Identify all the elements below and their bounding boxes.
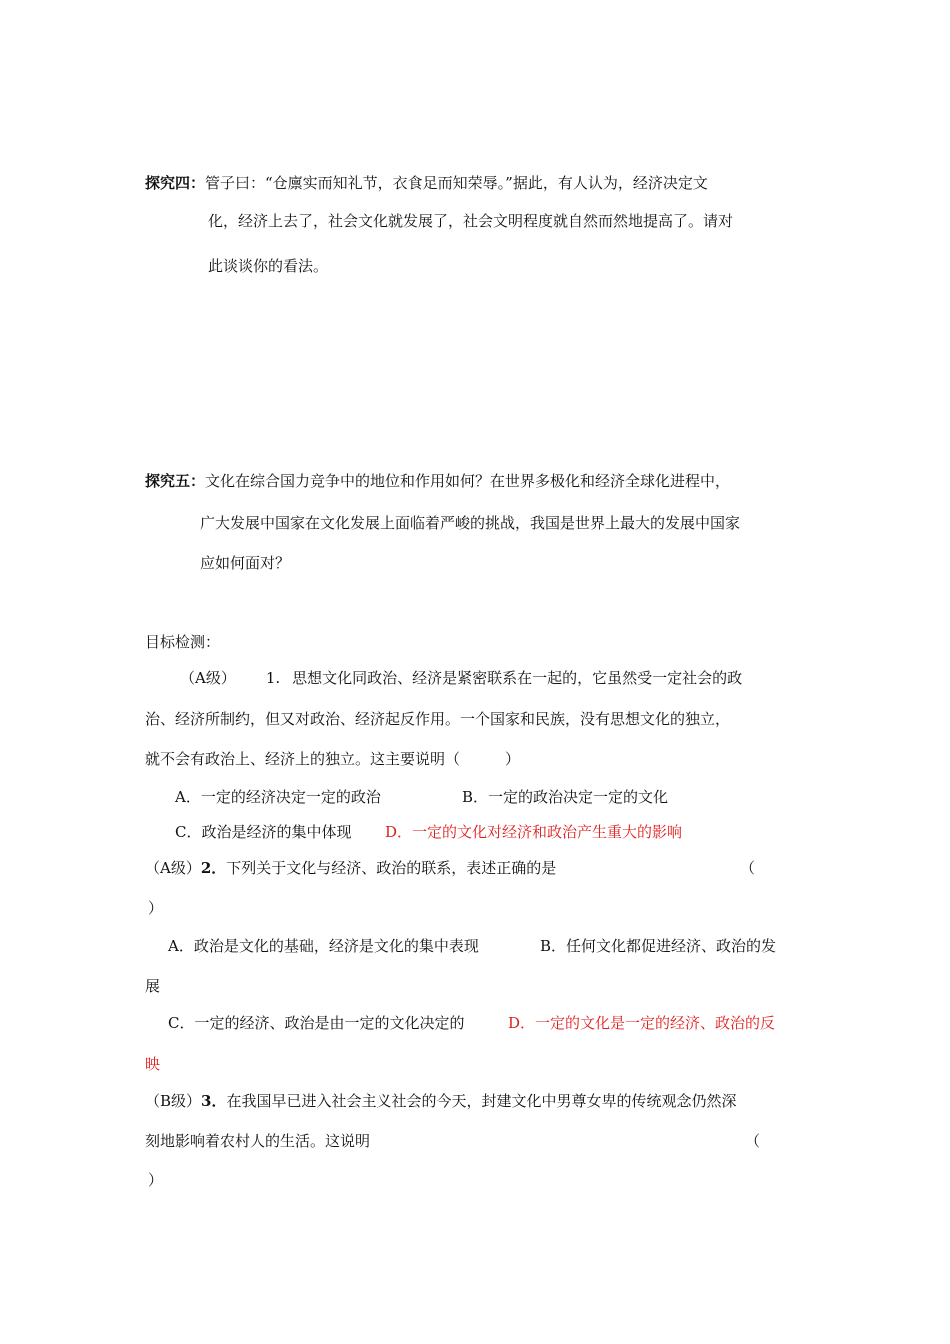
q2-option-c: C．一定的经济、政治是由一定的文化决定的 bbox=[168, 1014, 465, 1032]
q1-line2: 治、经济所制约，但又对政治、经济起反作用。一个国家和民族，没有思想文化的独立， bbox=[145, 710, 731, 728]
q1-option-a: A．一定的经济决定一定的政治 bbox=[175, 788, 381, 806]
q3-line1 bbox=[145, 1094, 736, 1109]
q1-line1 bbox=[180, 671, 742, 686]
q1-option-b: B．一定的政治决定一定的文化 bbox=[462, 788, 669, 806]
q2-line1 bbox=[145, 861, 556, 876]
inquiry5-line1 bbox=[145, 474, 730, 489]
inquiry5-text-1: 文化在综合国力竞争中的地位和作用如何？在世界多极化和经济全球化进程中， bbox=[205, 472, 731, 490]
q1-option-c: C．政治是经济的集中体现 bbox=[175, 823, 352, 841]
q3-line2: 刻地影响着农村人的生活。这说明 bbox=[145, 1132, 371, 1150]
q2-option-b-part1: B．任何文化都促进经济、政治的发 bbox=[540, 937, 777, 955]
q3-level: （B级） bbox=[145, 1092, 202, 1110]
q3-paren-open: （ bbox=[745, 1132, 761, 1150]
inquiry4-line3: 此谈谈你的看法。 bbox=[208, 257, 329, 275]
inquiry4-line1 bbox=[145, 176, 708, 191]
inquiry5-line2: 广大发展中国家在文化发展上面临着严峻的挑战，我国是世界上最大的发展中国家 bbox=[200, 514, 741, 532]
inquiry5-line3: 应如何面对？ bbox=[200, 554, 291, 572]
q1-number: 1. bbox=[265, 669, 281, 687]
q2-stem: 下列关于文化与经济、政治的联系，表述正确的是 bbox=[226, 859, 557, 877]
q2-option-a: A．政治是文化的基础，经济是文化的集中表现 bbox=[168, 937, 479, 955]
target-test-heading: 目标检测： bbox=[145, 633, 221, 651]
q1-level: （A级） bbox=[180, 669, 236, 687]
q2-option-d-answer-part2: 映 bbox=[145, 1055, 161, 1073]
q1-stem-1: 思想文化同政治、经济是紧密联系在一起的，它虽然受一定社会的政 bbox=[292, 669, 743, 687]
q3-stem-1: 在我国早已进入社会主义社会的今天，封建文化中男尊女卑的传统观念仍然深 bbox=[226, 1092, 737, 1110]
q3-number: 3． bbox=[201, 1092, 227, 1110]
inquiry5-label: 探究五： bbox=[145, 472, 206, 490]
inquiry4-text-1: 管子曰：“仓廪实而知礼节，衣食足而知荣辱。”据此，有人认为，经济决定文 bbox=[205, 174, 708, 192]
q2-paren-open: （ bbox=[740, 859, 756, 877]
q1-option-d-answer: D．一定的文化对经济和政治产生重大的影响 bbox=[385, 823, 683, 841]
inquiry4-label: 探究四： bbox=[145, 174, 206, 192]
q2-option-b-part2: 展 bbox=[145, 977, 161, 995]
inquiry4-line2: 化，经济上去了，社会文化就发展了，社会文明程度就自然而然地提高了。请对 bbox=[208, 212, 734, 230]
q3-paren-close: ） bbox=[148, 1171, 164, 1189]
q2-option-d-answer-part1: D．一定的文化是一定的经济、政治的反 bbox=[508, 1014, 776, 1032]
q1-line3: 就不会有政治上、经济上的独立。这主要说明（ ） bbox=[145, 750, 521, 768]
q2-level: （A级） bbox=[145, 859, 201, 877]
q2-number: 2． bbox=[200, 859, 227, 877]
q2-paren-close: ） bbox=[148, 899, 164, 917]
